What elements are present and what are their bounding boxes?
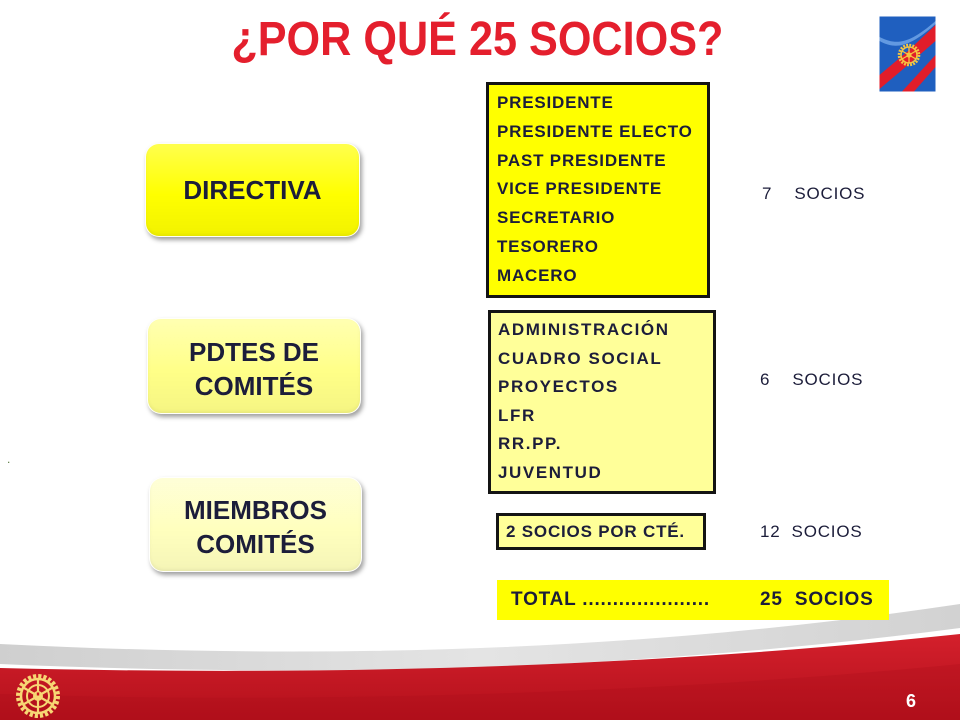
list-item: PRESIDENTE ELECTO: [497, 121, 693, 141]
list-item: PAST PRESIDENTE: [497, 150, 667, 170]
list-item: VICE PRESIDENTE: [497, 179, 663, 199]
list-item: LFR: [498, 405, 536, 425]
total-value: 25 SOCIOS: [760, 589, 874, 610]
count-miembros-comites: 12 SOCIOS: [760, 522, 863, 541]
page-number: 6: [906, 691, 917, 711]
committee-members-note: [496, 513, 706, 550]
list-item: MACERO: [497, 265, 578, 285]
list-item: ADMINISTRACIÓN: [498, 320, 670, 339]
list-item: RR.PP.: [498, 434, 563, 454]
category-label-line-2: COMITÉS: [194, 371, 314, 401]
list-item: SECRETARIO: [497, 208, 616, 228]
total-bar: [497, 580, 889, 620]
list-item: JUVENTUD: [498, 462, 603, 482]
slide-title: ¿POR QUÉ 25 SOCIOS?: [230, 13, 724, 66]
stray-mark: .: [7, 452, 11, 466]
title-bar: [0, 10, 957, 70]
directiva-roles-list: [486, 82, 710, 298]
count-directiva: 7 SOCIOS: [762, 184, 866, 203]
list-item: CUADRO SOCIAL: [498, 348, 663, 368]
rotary-district-logo: [878, 15, 937, 93]
category-label-line-1: PDTES DE: [188, 337, 320, 367]
category-label-line-2: COMITÉS: [196, 528, 315, 559]
category-box-directiva: [145, 143, 360, 237]
category-box-pdtes-comites: [147, 318, 361, 414]
list-item: PRESIDENTE: [497, 93, 614, 112]
committees-list: [488, 310, 716, 494]
category-label: DIRECTIVA: [183, 175, 322, 205]
rotary-wheel-icon: [15, 673, 61, 719]
list-item: PROYECTOS: [498, 377, 619, 397]
list-item: TESORERO: [497, 236, 599, 256]
total-label: TOTAL .....................: [511, 589, 710, 610]
list-item: 2 SOCIOS POR CTÉ.: [506, 522, 685, 541]
category-label-line-1: MIEMBROS: [184, 494, 327, 525]
category-box-miembros-comites: [149, 477, 362, 572]
count-pdtes-comites: 6 SOCIOS: [760, 370, 864, 389]
